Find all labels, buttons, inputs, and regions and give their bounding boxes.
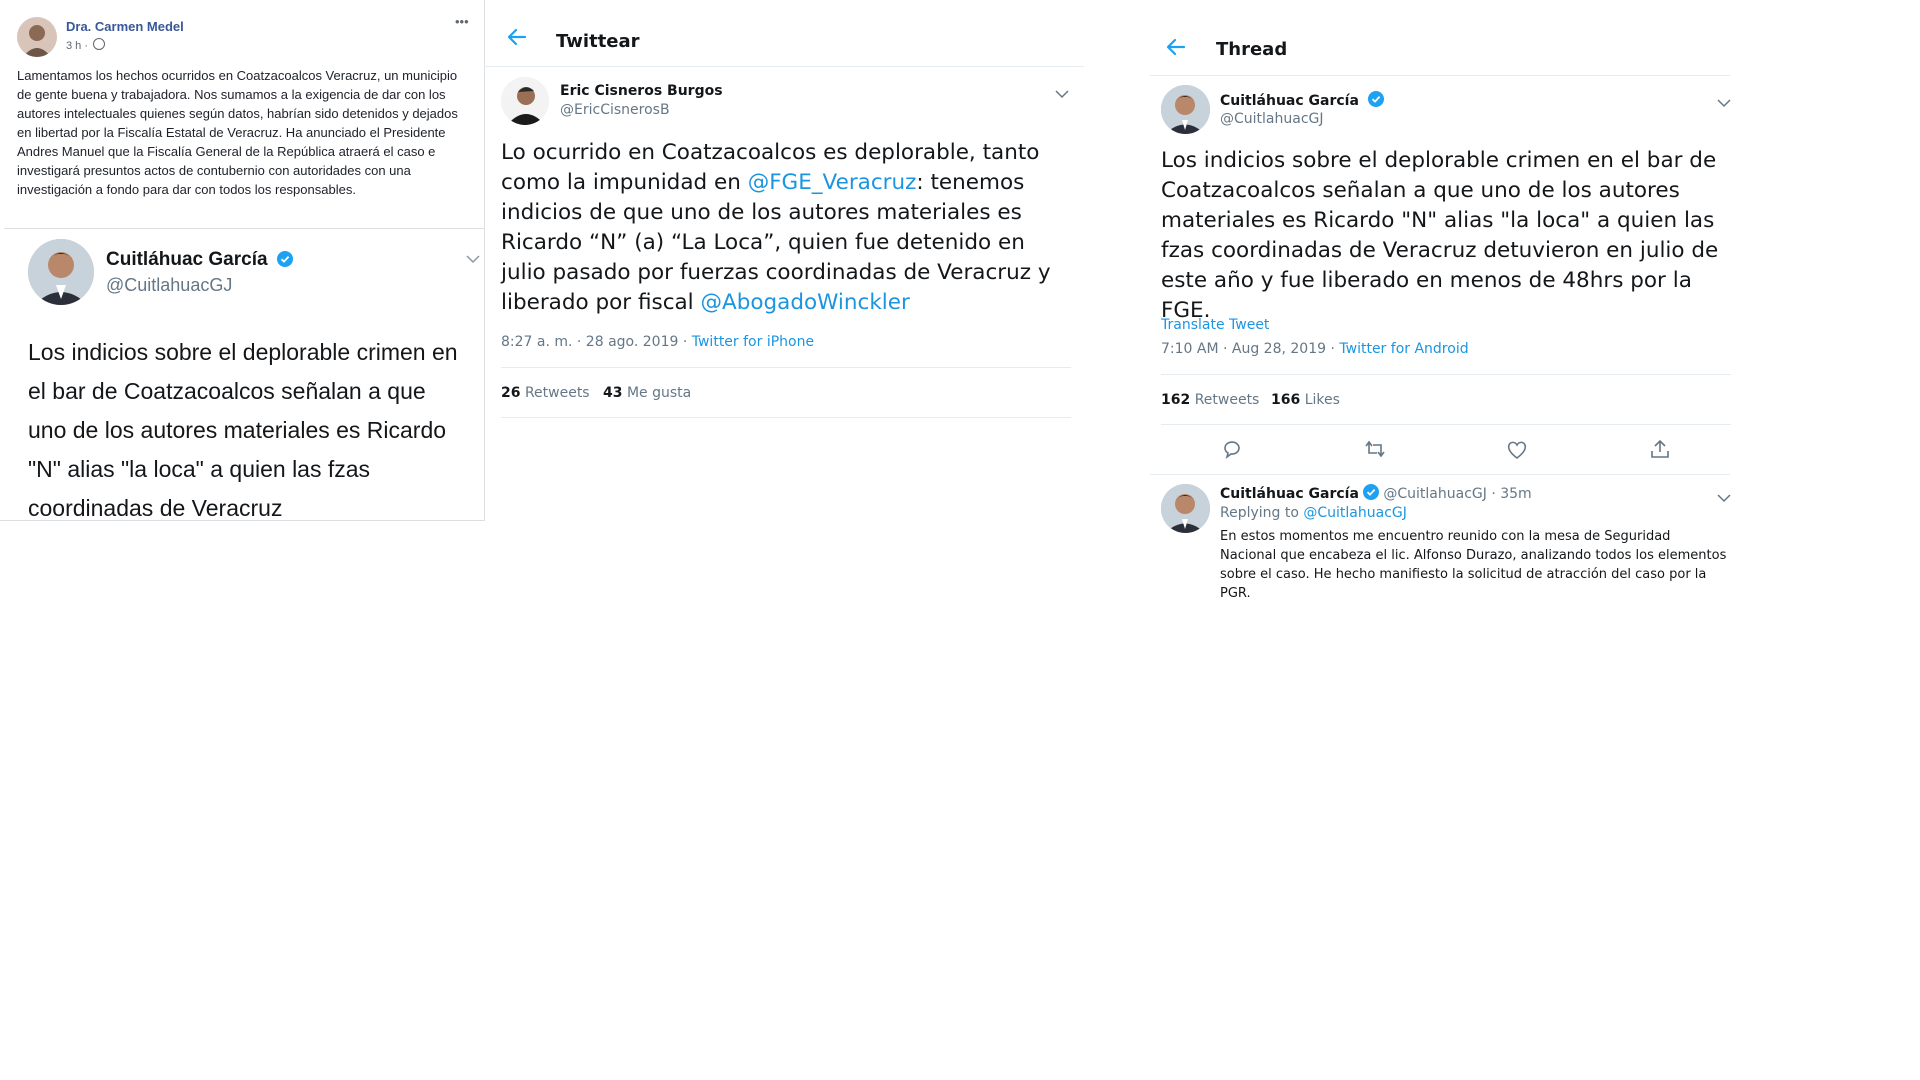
verified-badge-icon: [277, 251, 293, 267]
chevron-down-icon[interactable]: [1055, 84, 1069, 103]
meta-divider: [1161, 374, 1731, 375]
reply-header: [1220, 484, 1532, 502]
retweets-count: 26: [501, 385, 521, 401]
header-divider: [1150, 75, 1730, 76]
tweet-text-part-2: : tenemos indicios de que uno de los autores materiales es Ricardo “N” (a) “La Loca”, quien fue detenido en julio pasado por fuerzas coordinadas de Veracruz y liberado por fiscal: [501, 170, 1051, 315]
stats-divider: [501, 417, 1071, 418]
header-title: Twittear: [556, 31, 640, 52]
author-handle[interactable]: @CuitlahuacGJ: [1220, 111, 1324, 127]
globe-icon: [93, 38, 105, 50]
verified-badge-icon: [1368, 91, 1384, 107]
translate-tweet-link[interactable]: Translate Tweet: [1161, 317, 1270, 333]
retweets-stat[interactable]: [501, 385, 590, 401]
embedded-tweet-image[interactable]: [4, 228, 484, 521]
replying-prefix: Replying to: [1220, 505, 1304, 521]
likes-count: 43: [603, 385, 623, 401]
likes-stat[interactable]: [1271, 392, 1340, 408]
reply-author-name[interactable]: Cuitláhuac García: [1220, 486, 1359, 502]
back-arrow-icon[interactable]: [507, 28, 527, 50]
likes-count: 166: [1271, 392, 1301, 408]
reply-tweet-text: En estos momentos me encuentro reunido con la mesa de Seguridad Nacional que encabeza el lic. Alfonso Durazo, analizando todos los elementos sobre el caso. He hecho manifiesto la solicitud de atracción del caso por la PGR.: [1220, 529, 1727, 601]
retweets-label: Retweets: [1194, 392, 1260, 408]
mention-abogado-winckler[interactable]: @AbogadoWinckler: [700, 290, 910, 315]
author-avatar[interactable]: [501, 77, 549, 125]
reply-icon[interactable]: [1221, 439, 1243, 463]
retweets-label: Retweets: [524, 385, 590, 401]
likes-label: Me gusta: [626, 385, 692, 401]
post-text: Lamentamos los hechos ocurridos en Coatzacoalcos Veracruz, un municipio de gente buena y trabajadora. Nos sumamos a la exigencia de dar con los autores intelectuales quienes según datos, habrían sido detenidos y dejados en libertad por la Fiscalía Estatal de Veracruz. Ha anunciado el Presidente Andres Manuel que la Fiscalía General de la República atraerá el caso e investigará presuntos actos de contubernio con autoridades con una investigación a fondo para dar con todos los responsables.: [17, 68, 458, 197]
tweet-meta: [501, 334, 814, 350]
likes-label: Likes: [1304, 392, 1340, 408]
tweet-source[interactable]: Twitter for iPhone: [691, 334, 815, 350]
tweet-text-part-1: Lo ocurrido en Coatzacoalcos es deplorable, tanto como la impunidad en: [501, 140, 1040, 195]
header-divider: [484, 66, 1084, 67]
chevron-down-icon: [466, 251, 480, 267]
author-name[interactable]: Dra. Carmen Medel: [66, 19, 184, 34]
replying-to-handle[interactable]: @CuitlahuacGJ: [1303, 505, 1407, 521]
author-name[interactable]: [1220, 91, 1384, 109]
embed-handle: @CuitlahuacGJ: [106, 275, 233, 295]
action-divider: [1150, 474, 1730, 475]
author-name-text: Cuitláhuac García: [1220, 93, 1359, 109]
reply-author-avatar[interactable]: [1161, 484, 1210, 533]
replying-to: [1220, 505, 1407, 521]
header-title: Thread: [1216, 39, 1288, 60]
tweet-meta: [1161, 341, 1469, 357]
author-name[interactable]: Eric Cisneros Burgos: [560, 83, 723, 99]
back-arrow-icon[interactable]: [1166, 38, 1186, 60]
embed-avatar: [28, 239, 94, 305]
tweet-text: Los indicios sobre el deplorable crimen en el bar de Coatzacoalcos señalan a que uno de los autores materiales es Ricardo "N" alias "la loca" a quien las fzas coordinadas de Veracruz detuvieron en julio de este año y fue liberado en menos de 48hrs por la FGE.: [1161, 148, 1719, 323]
share-icon[interactable]: [1649, 438, 1671, 464]
author-avatar[interactable]: [17, 17, 57, 57]
likes-stat[interactable]: [603, 385, 691, 401]
verified-badge-icon: [1363, 484, 1379, 500]
facebook-post-panel: [0, 0, 485, 521]
post-time: [66, 38, 105, 52]
embed-tweet-text: Los indicios sobre el deplorable crimen en el bar de Coatzacoalcos señalan a que uno de los autores materiales es Ricardo "N" alias "la loca" a quien las fzas coordinadas de Veracruz: [28, 339, 458, 521]
reply-handle-time[interactable]: @CuitlahuacGJ · 35m: [1383, 486, 1532, 502]
retweets-count: 162: [1161, 392, 1191, 408]
chevron-down-icon[interactable]: [1717, 93, 1731, 112]
embed-name: [106, 249, 293, 271]
post-time-text[interactable]: 3 h ·: [66, 40, 89, 52]
tweet-text: [501, 138, 1071, 318]
more-options-icon[interactable]: •••: [455, 14, 469, 29]
mention-fge-veracruz[interactable]: @FGE_Veracruz: [747, 170, 917, 195]
reply-chevron-down-icon[interactable]: [1717, 488, 1731, 507]
reply-action-bar-cropped: [1220, 609, 1730, 614]
embed-name-text: Cuitláhuac García: [106, 249, 268, 270]
retweets-stat[interactable]: [1161, 392, 1259, 408]
stats-divider: [1161, 424, 1731, 425]
author-handle[interactable]: @EricCisnerosB: [560, 102, 670, 118]
retweet-icon[interactable]: [1363, 440, 1387, 462]
author-avatar[interactable]: [1161, 85, 1210, 134]
tweet-timestamp[interactable]: 7:10 AM · Aug 28, 2019 ·: [1161, 341, 1340, 357]
meta-divider: [501, 367, 1071, 368]
tweet-timestamp[interactable]: 8:27 a. m. · 28 ago. 2019 ·: [501, 334, 692, 350]
like-heart-icon[interactable]: [1506, 440, 1528, 464]
tweet-source[interactable]: Twitter for Android: [1339, 341, 1469, 357]
